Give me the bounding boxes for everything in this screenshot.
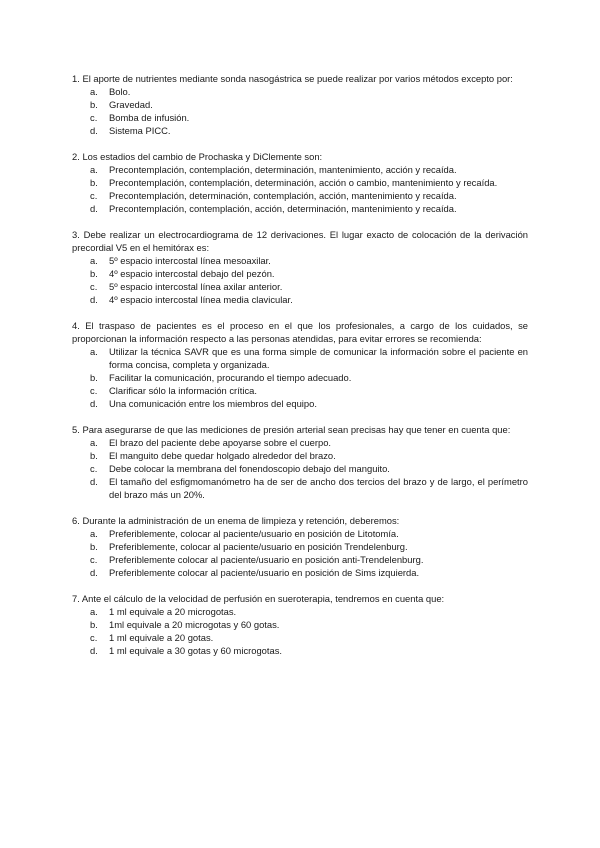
question-7 (72, 592, 528, 657)
option-a (72, 527, 528, 540)
question-6 (72, 514, 528, 579)
question-number: 6. (72, 515, 80, 526)
option-text: Una comunicación entre los miembros del equipo. (109, 398, 317, 409)
option-letter: c. (90, 190, 98, 201)
option-text: Bolo. (109, 86, 131, 97)
options-list (72, 527, 528, 579)
option-text: 1ml equivale a 20 microgotas y 60 gotas. (109, 619, 280, 630)
option-c (72, 280, 528, 293)
option-letter: b. (90, 541, 98, 552)
options-list (72, 85, 528, 137)
option-text: 1 ml equivale a 20 gotas. (109, 632, 214, 643)
question-5 (72, 423, 528, 501)
option-a (72, 605, 528, 618)
option-letter: b. (90, 177, 98, 188)
option-letter: a. (90, 528, 98, 539)
question-number: 4. (72, 320, 80, 331)
option-b (72, 267, 528, 280)
option-letter: d. (90, 645, 98, 656)
option-text: Preferiblemente colocar al paciente/usuario en posición anti-Trendelenburg. (109, 554, 424, 565)
question-number: 1. (72, 73, 80, 84)
option-letter: d. (90, 476, 98, 487)
option-b (72, 98, 528, 111)
option-a (72, 254, 528, 267)
option-letter: b. (90, 450, 98, 461)
option-d (72, 566, 528, 579)
question-stem: Ante el cálculo de la velocidad de perfusión en sueroterapia, tendremos en cuenta que: (81, 593, 445, 604)
options-list (72, 254, 528, 306)
option-letter: c. (90, 112, 98, 123)
option-text: Utilizar la técnica SAVR que es una forma simple de comunicar la información sobre el paciente en forma concisa, completa y organizada. (109, 346, 528, 370)
question-text (72, 514, 528, 527)
option-c (72, 189, 528, 202)
option-d (72, 124, 528, 137)
option-a (72, 436, 528, 449)
option-letter: b. (90, 268, 98, 279)
option-letter: d. (90, 398, 98, 409)
question-text (72, 150, 528, 163)
question-text (72, 319, 528, 345)
option-text: Precontemplación, contemplación, determinación, acción o cambio, mantenimiento y recaída. (109, 177, 498, 188)
option-b (72, 176, 528, 189)
question-stem: Durante la administración de un enema de limpieza y retención, deberemos: (82, 515, 400, 526)
option-text: Preferiblemente, colocar al paciente/usuario en posición Trendelenburg. (109, 541, 408, 552)
option-b (72, 540, 528, 553)
option-letter: c. (90, 385, 98, 396)
question-number: 7. (72, 593, 80, 604)
option-a (72, 85, 528, 98)
option-text: Sistema PICC. (109, 125, 171, 136)
option-letter: c. (90, 632, 98, 643)
options-list (72, 436, 528, 501)
option-text: El brazo del paciente debe apoyarse sobre el cuerpo. (109, 437, 332, 448)
option-letter: a. (90, 86, 98, 97)
options-list (72, 605, 528, 657)
option-text: 1 ml equivale a 20 microgotas. (109, 606, 237, 617)
option-letter: b. (90, 619, 98, 630)
question-stem: Para asegurarse de que las mediciones de presión arterial sean precisas hay que tener en cuenta que: (82, 424, 511, 435)
option-text: 4º espacio intercostal línea media clavicular. (109, 294, 293, 305)
option-letter: c. (90, 281, 98, 292)
option-letter: c. (90, 463, 98, 474)
question-stem: Los estadios del cambio de Prochaska y DiClemente son: (82, 151, 323, 162)
question-text (72, 423, 528, 436)
question-2 (72, 150, 528, 215)
option-letter: b. (90, 99, 98, 110)
option-c (72, 111, 528, 124)
option-letter: a. (90, 437, 98, 448)
option-text: Preferiblemente colocar al paciente/usuario en posición de Sims izquierda. (109, 567, 420, 578)
option-text: Precontemplación, contemplación, acción, determinación, mantenimiento y recaída. (109, 203, 457, 214)
option-b (72, 371, 528, 384)
option-c (72, 462, 528, 475)
option-letter: d. (90, 125, 98, 136)
question-text (72, 592, 528, 605)
option-d (72, 202, 528, 215)
document-page (72, 72, 528, 670)
options-list (72, 345, 528, 410)
option-d (72, 475, 528, 501)
option-c (72, 631, 528, 644)
option-text: Preferiblemente, colocar al paciente/usuario en posición de Litotomía. (109, 528, 399, 539)
option-text: 5º espacio intercostal línea axilar anterior. (109, 281, 283, 292)
option-letter: a. (90, 164, 98, 175)
option-letter: d. (90, 294, 98, 305)
question-text (72, 228, 528, 254)
question-number: 3. (72, 229, 80, 240)
question-1 (72, 72, 528, 137)
question-stem: El traspaso de pacientes es el proceso en el que los profesionales, a cargo de los cuidados, se proporcionan la información respecto a las personas atendidas, para evitar errores se recomienda: (72, 320, 529, 344)
option-letter: b. (90, 372, 98, 383)
option-text: Debe colocar la membrana del fonendoscopio debajo del manguito. (109, 463, 390, 474)
option-b (72, 618, 528, 631)
option-b (72, 449, 528, 462)
option-text: El tamaño del esfigmomanómetro ha de ser de ancho dos tercios del brazo y de largo, el perímetro del brazo más un 20%. (109, 476, 528, 500)
option-a (72, 345, 528, 371)
option-letter: d. (90, 203, 98, 214)
option-letter: c. (90, 554, 98, 565)
option-c (72, 384, 528, 397)
option-text: Bomba de infusión. (109, 112, 190, 123)
option-letter: a. (90, 255, 98, 266)
option-d (72, 644, 528, 657)
option-letter: a. (90, 346, 98, 357)
option-text: Precontemplación, contemplación, determinación, mantenimiento, acción y recaída. (109, 164, 457, 175)
option-text: El manguito debe quedar holgado alrededor del brazo. (109, 450, 336, 461)
option-d (72, 397, 528, 410)
options-list (72, 163, 528, 215)
option-text: Gravedad. (109, 99, 153, 110)
option-text: 4º espacio intercostal debajo del pezón. (109, 268, 275, 279)
question-3 (72, 228, 528, 306)
option-d (72, 293, 528, 306)
option-c (72, 553, 528, 566)
option-text: Precontemplación, determinación, contemplación, acción, mantenimiento y recaída. (109, 190, 457, 201)
question-text (72, 72, 528, 85)
question-stem: Debe realizar un electrocardiograma de 12 derivaciones. El lugar exacto de colocación de la derivación precordial V5 en el hemitórax es: (72, 229, 529, 253)
question-number: 5. (72, 424, 80, 435)
option-a (72, 163, 528, 176)
question-4 (72, 319, 528, 410)
option-letter: d. (90, 567, 98, 578)
option-text: 1 ml equivale a 30 gotas y 60 microgotas. (109, 645, 283, 656)
option-text: Clarificar sólo la información crítica. (109, 385, 257, 396)
question-number: 2. (72, 151, 80, 162)
question-stem: El aporte de nutrientes mediante sonda nasogástrica se puede realizar por varios métodos excepto por: (82, 73, 513, 84)
option-text: Facilitar la comunicación, procurando el tiempo adecuado. (109, 372, 352, 383)
option-letter: a. (90, 606, 98, 617)
option-text: 5º espacio intercostal línea mesoaxilar. (109, 255, 271, 266)
